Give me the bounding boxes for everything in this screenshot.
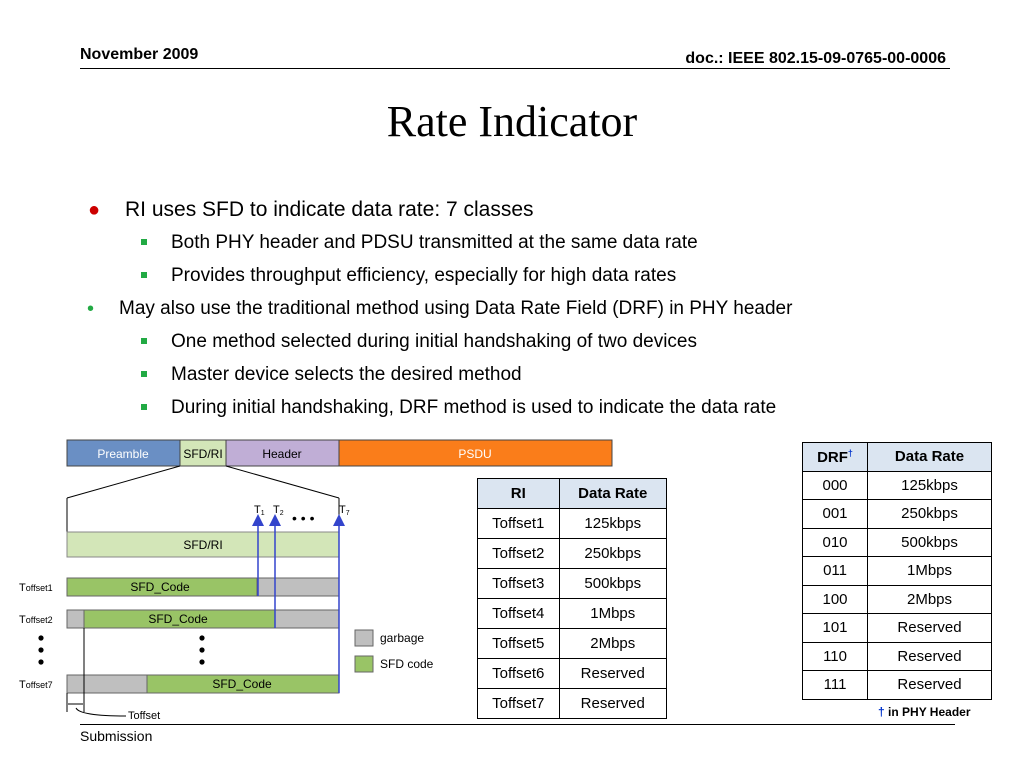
- table-cell: Reserved: [559, 659, 666, 689]
- frame-sfd-label: SFD/RI: [183, 447, 223, 461]
- sub-bullet-text: During initial handshaking, DRF method is used to indicate the data rate: [171, 397, 777, 418]
- table-cell: 1Mbps: [559, 599, 666, 629]
- table-cell: Reserved: [868, 642, 992, 671]
- t2-label: T2: [273, 504, 284, 517]
- dagger-mark: †: [847, 447, 853, 458]
- row2-garbage-left: [67, 610, 84, 628]
- table-row: [803, 471, 992, 500]
- ellipsis-dot: [199, 647, 204, 652]
- header-doc-id: doc.: IEEE 802.15-09-0765-00-0006: [685, 50, 946, 67]
- toffset-label: Toffset: [128, 710, 161, 722]
- table-row: [478, 599, 667, 629]
- table-cell: 2Mbps: [868, 585, 992, 614]
- frame-preamble-label: Preamble: [97, 447, 149, 461]
- table-cell: 1Mbps: [868, 557, 992, 586]
- table-cell: 500kbps: [868, 528, 992, 557]
- legend-sfd-swatch: [355, 656, 373, 672]
- drf-header-text: DRF: [817, 448, 848, 466]
- table-header-row: [803, 443, 992, 472]
- table-header: [803, 443, 868, 472]
- table-cell: 100: [803, 585, 868, 614]
- ellipsis-dot: [199, 659, 204, 664]
- table-row: [803, 671, 992, 700]
- footer-divider: [80, 724, 955, 725]
- row2-label: Toffset2: [19, 614, 53, 626]
- table-cell: Toffset2: [478, 539, 560, 569]
- table-cell: 111: [803, 671, 868, 700]
- table-header: Data Rate: [559, 479, 666, 509]
- ri-table: [477, 478, 667, 719]
- t-ellipsis: • • •: [292, 510, 315, 526]
- table-header-row: [478, 479, 667, 509]
- table-row: [803, 585, 992, 614]
- table-row: [478, 659, 667, 689]
- frame-psdu-label: PSDU: [458, 447, 492, 461]
- table-row: [478, 539, 667, 569]
- table-row: [803, 500, 992, 529]
- sub-bullet-text: Master device selects the desired method: [171, 364, 522, 385]
- bullet-1-text: RI uses SFD to indicate data rate: 7 classes: [125, 198, 534, 221]
- table-header: RI: [478, 479, 560, 509]
- table-row: [478, 509, 667, 539]
- sub-bullet-text: Provides throughput efficiency, especially for high data rates: [171, 265, 677, 286]
- table-cell: Toffset4: [478, 599, 560, 629]
- table-cell: 250kbps: [559, 539, 666, 569]
- dagger-mark: †: [878, 705, 885, 719]
- table-cell: Toffset5: [478, 629, 560, 659]
- t7-label: T7: [339, 504, 350, 517]
- row1-label: Toffset1: [19, 582, 53, 594]
- drf-footnote: [878, 705, 971, 719]
- table-row: [478, 629, 667, 659]
- table-row: [803, 557, 992, 586]
- sub-bullet-text: Both PHY header and PDSU transmitted at the same data rate: [171, 232, 698, 253]
- table-cell: 001: [803, 500, 868, 529]
- table-row: [478, 689, 667, 719]
- table-cell: Reserved: [868, 671, 992, 700]
- legend-sfd-label: SFD code: [380, 657, 434, 671]
- table-cell: 125kbps: [559, 509, 666, 539]
- header-date: November 2009: [80, 46, 199, 63]
- sub-bullet-text: One method selected during initial handshaking of two devices: [171, 331, 697, 352]
- table-row: [803, 614, 992, 643]
- table-cell: Toffset1: [478, 509, 560, 539]
- table-cell: 250kbps: [868, 500, 992, 529]
- bullet-2-text: May also use the traditional method using Data Rate Field (DRF) in PHY header: [119, 298, 793, 319]
- row2-garbage-right: [275, 610, 339, 628]
- table-row: [478, 569, 667, 599]
- page-title: Rate Indicator: [386, 97, 638, 146]
- table-cell: Reserved: [868, 614, 992, 643]
- zoom-line-right: [226, 466, 339, 498]
- table-cell: 500kbps: [559, 569, 666, 599]
- t1-label: T1: [254, 504, 265, 517]
- row1-garbage: [257, 578, 339, 596]
- expanded-sfd-ri-label: SFD/RI: [183, 538, 223, 552]
- legend-garbage-swatch: [355, 630, 373, 646]
- green-dot-icon: •: [87, 298, 95, 320]
- table-cell: Toffset7: [478, 689, 560, 719]
- table-cell: Toffset6: [478, 659, 560, 689]
- zoom-line-left: [67, 466, 180, 498]
- table-cell: 110: [803, 642, 868, 671]
- drf-table: [802, 442, 992, 700]
- ellipsis-dot: [38, 647, 43, 652]
- legend-garbage-label: garbage: [380, 631, 425, 645]
- ellipsis-dot: [38, 635, 43, 640]
- table-cell: 010: [803, 528, 868, 557]
- ellipsis-dot: [199, 635, 204, 640]
- table-cell: 011: [803, 557, 868, 586]
- table-cell: 000: [803, 471, 868, 500]
- row7-code-label: SFD_Code: [212, 677, 272, 691]
- table-header: Data Rate: [868, 443, 992, 472]
- row2-code-label: SFD_Code: [148, 612, 208, 626]
- table-cell: Reserved: [559, 689, 666, 719]
- row1-code-label: SFD_Code: [130, 580, 190, 594]
- table-row: [803, 642, 992, 671]
- table-cell: Toffset3: [478, 569, 560, 599]
- table-cell: 101: [803, 614, 868, 643]
- row7-label: Toffset7: [19, 679, 53, 691]
- footnote-text: in PHY Header: [884, 705, 971, 719]
- ellipsis-dot: [38, 659, 43, 664]
- red-dot-icon: ●: [88, 199, 101, 221]
- table-cell: 125kbps: [868, 471, 992, 500]
- frame-header-label: Header: [262, 447, 302, 461]
- row7-garbage: [67, 675, 147, 693]
- table-row: [803, 528, 992, 557]
- table-cell: 2Mbps: [559, 629, 666, 659]
- footer-submission: Submission: [80, 728, 153, 744]
